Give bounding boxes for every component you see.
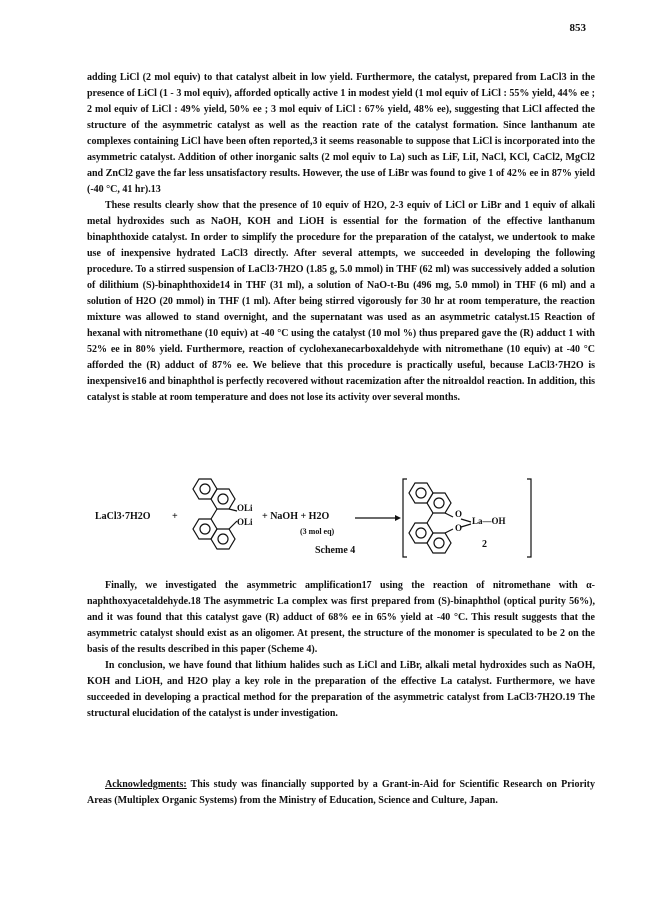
dilithium-binaphthoxide-structure xyxy=(187,475,247,555)
main-text-continued xyxy=(87,578,595,722)
compound-2-label: 2 xyxy=(482,539,487,550)
page-number: 853 xyxy=(569,22,586,34)
amount-label: (3 mol eq) xyxy=(300,527,335,536)
acknowledgments-heading: Acknowledgments: xyxy=(105,779,187,790)
acknowledgments-text: This study was financially supported by a Grant-in-Aid for Scientific Research on Priority Areas (Multiplex Organic Systems) from the Ministry of Education, Science and Culture, Japan. xyxy=(87,779,595,806)
oli-bottom: OLi xyxy=(237,517,253,527)
plus-sign: + xyxy=(172,511,178,522)
oli-top: OLi xyxy=(237,503,253,513)
reagent-lacl3: LaCl3·7H2O xyxy=(95,511,151,522)
paragraph-1: adding LiCl (2 mol equiv) to that catalyst albeit in low yield. Furthermore, the catalyst, prepared from LaCl3 in the presence of LiCl (1 - 3 mol equiv), afforded optically active 1 in modest yield (1 mol equiv of LiCl : 55% yield, 44% ee ; 2 mol equiv of LiCl : 49% yield, 50% ee ; 3 mol equiv of LiCl : 67% yield, 48% ee), suggesting that LiCl affected the structure of the asymmetric catalyst as well as the reaction rate of the catalyst formation. Since lanthanum ate complexes containing LiCl have been often reported,3 it seems reasonable to suppose that LiCl is incorporated into the asymmetric catalyst. Addition of other inorganic salts (2 mol equiv to La) such as LiF, LiI, NaCl, KCl, CaCl2, MgCl2 and ZnCl2 gave the far less unsatisfactory results. However, the use of LiBr was found to give 1 of 42% ee in 87% yield (-40 °C, 41 hr).13 xyxy=(87,72,595,195)
la-oh-group: La—OH xyxy=(472,516,506,526)
acknowledgments xyxy=(87,777,595,809)
scheme-caption: Scheme 4 xyxy=(315,545,356,556)
main-text xyxy=(87,70,595,406)
oxygen-bottom: O xyxy=(455,523,463,533)
scheme-4 xyxy=(87,475,595,571)
paragraph-2: These results clearly show that the presence of 10 equiv of H2O, 2-3 equiv of LiCl or LiBr and 1 equiv of alkali metal hydroxides such as NaOH, KOH and LiOH is essential for the formation of the effective lanthanum binaphthoxide catalyst. In order to simplify the procedure for the preparation of the catalyst, we undertook to make use of inexpensive hydrated LaCl3 directly. After several attempts, we succeeded in developing the following procedure. To a stirred suspension of LaCl3·7H2O (1.85 g, 5.0 mmol) in THF (62 ml) was successively added a solution of dilithium (S)-binaphthoxide14 in THF (31 ml), a solution of NaO-t-Bu (496 mg, 5.0 mmol) in THF (6 ml) and a solution of H2O (20 mmol) in THF (1 ml). After being stirred vigorously for 30 hr at room temperature, the reaction mixture was allowed to stand overnight, and the supernatant was used as an asymmetric catalyst.15 Reaction of hexanal with nitromethane (10 equiv) at -40 °C using the catalyst (10 mol %) thus prepared gave the (R) adduct 1 with 52% ee in 80% yield. Furthermore, reaction of cyclohexanecarboxaldehyde with nitromethane (10 equiv) at -40 °C afforded the (R) adduct of 87% ee. We believe that this procedure is practically useful, because LaCl3·7H2O is inexpensive16 and binaphthol is perfectly recovered without racemization after the nitroaldol reaction. In addition, this catalyst is stable at room temperature and does not lose its activity over several months. xyxy=(87,200,595,403)
paragraph-3: Finally, we investigated the asymmetric amplification17 using the reaction of nitromethane with α-naphthoxyacetaldehyde.18 The asymmetric La complex was first prepared from (S)-binaphthol (optical purity 56%), and it was found that this catalyst gave (R) adduct of 68% ee in 65% yield at -40 °C. This result suggests that the asymmetric catalyst should exist as an oligomer. At present, the structure of the monomer is speculated to be 2 on the basis of the results described in this paper (Scheme 4). xyxy=(87,580,595,655)
reagent-naoh-h2o: + NaOH + H2O xyxy=(262,511,330,522)
oxygen-top: O xyxy=(455,509,463,519)
reaction-arrow xyxy=(355,513,401,523)
catalyst-2-structure xyxy=(401,477,533,563)
paragraph-4: In conclusion, we have found that lithium halides such as LiCl and LiBr, alkali metal hydroxides such as NaOH, KOH and LiOH, and H2O play a key role in the preparation of the effective La catalyst. Furthermore, we have succeeded in developing a practical method for the preparation of the asymmetric catalyst from LaCl3·7H2O.19 The structural elucidation of the catalyst is under investigation. xyxy=(87,660,595,719)
